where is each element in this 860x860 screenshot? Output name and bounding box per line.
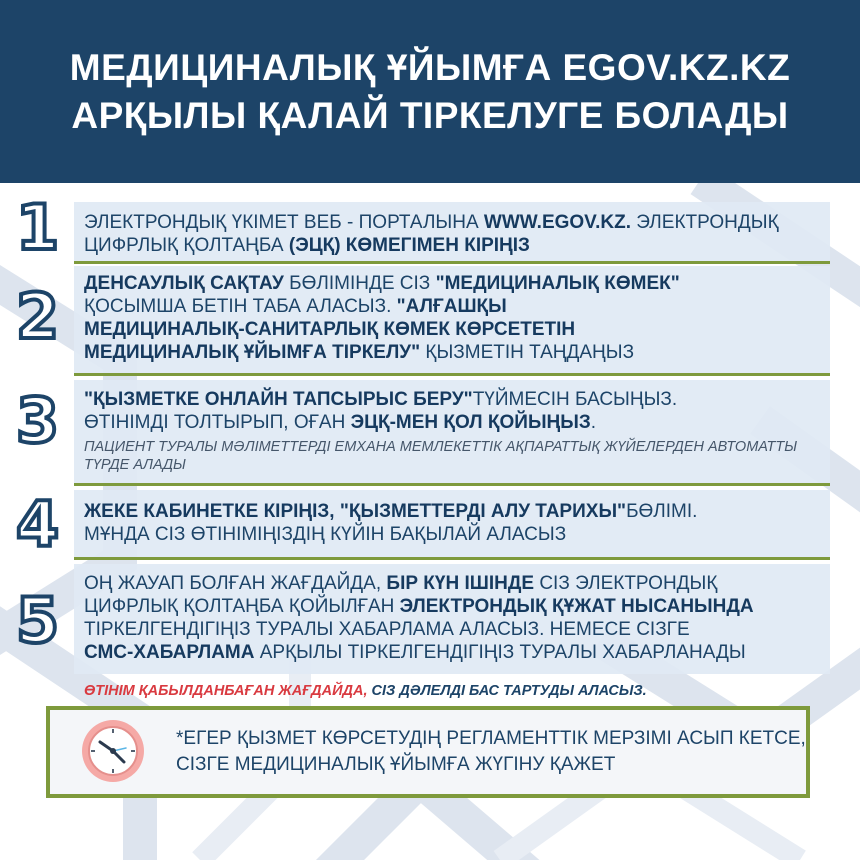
step-3-text: ӨТІНІМДІ ТОЛТЫРЫП, ОҒАН [84,412,351,433]
step-1-text: ЦИФРЛЫҚ ҚОЛТАҢБА [84,235,289,256]
step-number-4: 4 [16,488,60,561]
step-4-text: БӨЛІМІ. [626,501,698,522]
step-4-line-2 [84,523,820,546]
step-3-bold: "ҚЫЗМЕТКЕ ОНЛАЙН ТАПСЫРЫС БЕРУ" [84,389,473,410]
page-header [0,0,860,183]
step-1 [0,191,860,265]
step-2-line-3 [84,318,820,341]
step-5-bold: БІР КҮН ІШІНДЕ [386,573,535,594]
page-title-line-2: АРҚЫЛЫ ҚАЛАЙ ТІРКЕЛУГЕ БОЛАДЫ [71,94,789,136]
deadline-notice-line-2: СІЗГЕ МЕДИЦИНАЛЫҚ ҰЙЫМҒА ЖҮГІНУ ҚАЖЕТ [176,754,616,775]
step-5-text: СІЗ ЭЛЕКТРОНДЫҚ [534,573,718,594]
step-5-line-2 [84,595,820,618]
step-2-line-4 [84,341,820,364]
step-3-note: ПАЦИЕНТ ТУРАЛЫ МӘЛІМЕТТЕРДІ ЕМХАНА МЕМЛЕКЕТТІК АҚПАРАТТЫҚ ЖҮЙЕЛЕРДЕН АВТОМАТТЫ ТҮРДЕ АЛАДЫ [84,439,798,473]
step-number-3: 3 [16,384,60,457]
egov-link-text: WWW.EGOV.KZ. [483,212,631,233]
step-3-text: . [590,412,597,433]
rejection-notice-text: СІЗ ДӘЛЕЛДІ БАС ТАРТУДЫ АЛАСЫЗ. [367,683,647,699]
step-2-text: ҚОСЫМША БЕТІН ТАБА АЛАСЫЗ. [84,296,397,317]
deadline-notice-line-1: *ЕГЕР ҚЫЗМЕТ КӨРСЕТУДІҢ РЕГЛАМЕНТТІК МЕРЗІМІ АСЫП КЕТСЕ, [176,728,806,749]
step-2-text: БӨЛІМІНДЕ СІЗ [283,273,436,294]
step-2-line-2 [84,295,820,318]
step-3-line-2 [84,411,820,434]
deadline-notice-box [46,706,810,798]
step-number-5: 5 [16,584,60,657]
step-number-1: 1 [16,191,60,264]
step-5-line-4 [84,641,820,664]
step-2-bold: ДЕНСАУЛЫҚ САҚТАУ [84,273,284,294]
step-4-box [74,490,830,560]
step-4-bold: ЖЕКЕ КАБИНЕТКЕ КІРІҢІЗ, "ҚЫЗМЕТТЕРДІ АЛУ ТАРИХЫ" [84,501,627,522]
step-2-text: ҚЫЗМЕТІН ТАҢДАҢЫЗ [420,342,635,363]
clock-icon [80,718,146,784]
step-5-line-1 [84,572,820,595]
step-4 [0,490,860,562]
step-1-text: ЭЛЕКТРОНДЫҚ [631,212,779,233]
step-number-2: 2 [16,280,60,353]
step-2-box [74,266,830,376]
step-5-text: АРҚЫЛЫ ТІРКЕЛГЕНДІГІҢІЗ ТУРАЛЫ ХАБАРЛАНАДЫ [254,642,746,663]
step-1-line-1 [84,211,820,234]
step-3-text: ТҮЙМЕСІН БАСЫҢЫЗ. [472,389,678,410]
step-5-bold: ЭЛЕКТРОНДЫҚ ҚҰЖАТ НЫСАНЫНДА [399,596,754,617]
rejection-notice-red: ӨТІНІМ ҚАБЫЛДАНБАҒАН ЖАҒДАЙДА, [84,683,368,699]
step-5 [0,564,860,676]
step-2-line-1 [84,272,820,295]
step-1-text: ЭЛЕКТРОНДЫҚ ҮКІМЕТ ВЕБ - ПОРТАЛЫНА [84,212,484,233]
step-5-text: ОҢ ЖАУАП БОЛҒАН ЖАҒДАЙДА, [84,573,387,594]
step-5-bold: СМС-ХАБАРЛАМА [84,642,255,663]
step-5-box [74,564,830,674]
step-4-text: МҰНДА СІЗ ӨТІНІМІҢІЗДІҢ КҮЙІН БАҚЫЛАЙ АЛАСЫЗ [84,524,567,545]
step-5-text: ТІРКЕЛГЕНДІГІҢІЗ ТУРАЛЫ ХАБАРЛАМА АЛАСЫЗ. НЕМЕСЕ СІЗГЕ [84,619,690,640]
step-2-bold: МЕДИЦИНАЛЫҚ-САНИТАРЛЫҚ КӨМЕК КӨРСЕТЕТІН [84,319,576,340]
step-1-bold: (ЭЦҚ) КӨМЕГІМЕН КІРІҢІЗ [288,235,530,256]
step-3-line-1 [84,388,820,411]
step-5-text: ЦИФРЛЫҚ ҚОЛТАҢБА ҚОЙЫЛҒАН [84,596,400,617]
step-1-box [74,202,830,264]
step-4-line-1 [84,500,820,523]
step-2-bold: МЕДИЦИНАЛЫҚ ҰЙЫМҒА ТІРКЕЛУ" [84,342,421,363]
step-3-bold: ЭЦҚ-МЕН ҚОЛ ҚОЙЫҢЫЗ [350,412,591,433]
rejection-notice [84,683,647,699]
step-1-line-2 [84,234,820,257]
deadline-notice-text [176,726,806,778]
step-3-box [74,380,830,486]
step-3 [0,380,860,488]
step-2-bold: "МЕДИЦИНАЛЫҚ КӨМЕК" [435,273,680,294]
step-5-line-3 [84,618,820,641]
step-2-bold: "АЛҒАШҚЫ [396,296,507,317]
page-title-line-1: МЕДИЦИНАЛЫҚ ҰЙЫМҒА EGOV.KZ.KZ [69,46,791,88]
step-2 [0,266,860,378]
